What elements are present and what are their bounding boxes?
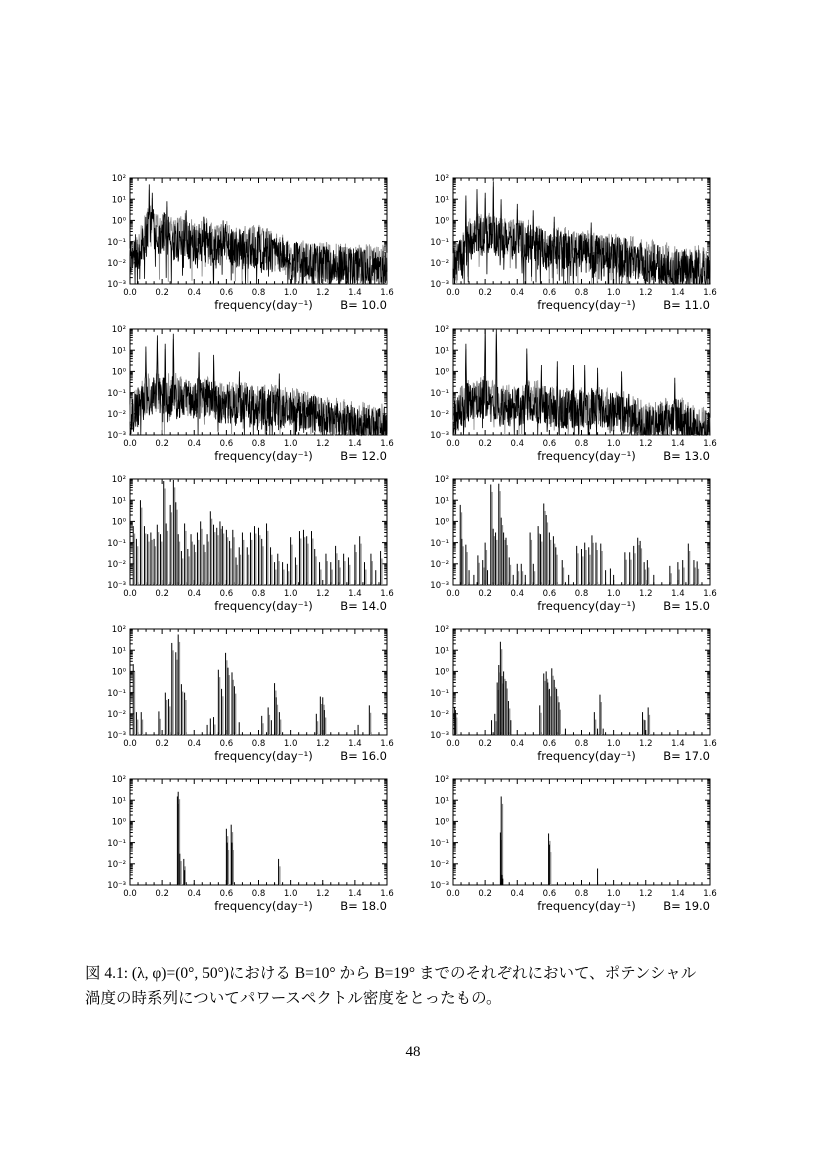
- svg-text:1.2: 1.2: [638, 439, 653, 449]
- svg-text:10⁻¹: 10⁻¹: [430, 838, 449, 849]
- spectrum-panel-b11: [408, 170, 728, 322]
- x-axis-title: frequency(day⁻¹): [214, 298, 313, 312]
- svg-text:0.0: 0.0: [123, 589, 137, 599]
- x-axis-title: frequency(day⁻¹): [537, 599, 636, 613]
- svg-text:1.6: 1.6: [380, 739, 394, 749]
- svg-text:0.8: 0.8: [251, 589, 266, 599]
- trace-group: [500, 796, 597, 885]
- svg-text:10⁻¹: 10⁻¹: [430, 688, 449, 699]
- svg-text:1.4: 1.4: [671, 439, 685, 449]
- svg-text:1.0: 1.0: [606, 889, 621, 899]
- trace-group: [130, 334, 387, 435]
- svg-text:10⁰: 10⁰: [111, 216, 126, 227]
- svg-text:0.4: 0.4: [510, 288, 525, 298]
- spectrum-plot-svg: [85, 471, 405, 623]
- svg-text:10¹: 10¹: [111, 796, 126, 807]
- svg-text:0.8: 0.8: [251, 889, 266, 899]
- axis-group: [130, 779, 387, 885]
- page-number: 48: [405, 1044, 421, 1060]
- trace-group: [460, 484, 698, 585]
- spectrum-panel-b13: [408, 321, 728, 473]
- svg-text:1.4: 1.4: [348, 288, 362, 298]
- svg-text:10⁰: 10⁰: [111, 817, 126, 828]
- svg-text:10²: 10²: [111, 325, 126, 336]
- axis-group: [453, 779, 710, 885]
- svg-text:1.0: 1.0: [606, 439, 621, 449]
- svg-text:0.2: 0.2: [478, 889, 492, 899]
- svg-text:10⁻²: 10⁻²: [430, 860, 449, 870]
- svg-text:0.6: 0.6: [542, 739, 557, 749]
- svg-text:1.2: 1.2: [638, 889, 653, 899]
- svg-text:1.6: 1.6: [380, 589, 394, 599]
- x-axis-title: frequency(day⁻¹): [537, 298, 636, 312]
- svg-text:0.2: 0.2: [478, 439, 492, 449]
- spectrum-panel-b10: [85, 170, 405, 322]
- svg-text:0.0: 0.0: [123, 439, 137, 449]
- svg-text:0.2: 0.2: [155, 288, 169, 298]
- svg-text:10⁻²: 10⁻²: [107, 560, 126, 570]
- panel-b-label: B= 17.0: [663, 749, 710, 763]
- svg-text:0.2: 0.2: [155, 889, 169, 899]
- svg-text:0.6: 0.6: [219, 439, 234, 449]
- svg-text:10⁻²: 10⁻²: [430, 560, 449, 570]
- svg-text:0.6: 0.6: [542, 889, 557, 899]
- svg-text:0.0: 0.0: [123, 889, 137, 899]
- svg-text:10⁻¹: 10⁻¹: [107, 388, 126, 399]
- svg-text:0.4: 0.4: [187, 439, 202, 449]
- x-axis-title: frequency(day⁻¹): [537, 449, 636, 463]
- axis-group: [453, 629, 710, 735]
- svg-text:1.4: 1.4: [671, 589, 685, 599]
- svg-text:1.4: 1.4: [348, 589, 362, 599]
- svg-text:1.6: 1.6: [703, 739, 717, 749]
- svg-text:0.2: 0.2: [155, 439, 169, 449]
- svg-text:10¹: 10¹: [111, 195, 126, 206]
- label-group: [430, 625, 716, 763]
- svg-text:0.6: 0.6: [219, 889, 234, 899]
- svg-text:0.6: 0.6: [219, 739, 234, 749]
- svg-text:10⁰: 10⁰: [434, 367, 449, 378]
- svg-text:10²: 10²: [434, 625, 449, 636]
- svg-text:0.6: 0.6: [542, 589, 557, 599]
- svg-text:10⁻³: 10⁻³: [430, 431, 449, 442]
- svg-text:10⁻¹: 10⁻¹: [107, 688, 126, 699]
- svg-text:1.6: 1.6: [380, 288, 394, 298]
- svg-text:0.6: 0.6: [542, 288, 557, 298]
- svg-text:0.8: 0.8: [574, 589, 589, 599]
- svg-text:0.0: 0.0: [446, 589, 460, 599]
- svg-text:1.0: 1.0: [606, 288, 621, 298]
- svg-text:1.0: 1.0: [283, 739, 298, 749]
- svg-text:10⁻³: 10⁻³: [107, 431, 126, 442]
- svg-text:10¹: 10¹: [111, 346, 126, 357]
- svg-text:0.0: 0.0: [446, 288, 460, 298]
- svg-text:0.6: 0.6: [219, 589, 234, 599]
- svg-text:0.8: 0.8: [574, 739, 589, 749]
- svg-text:0.8: 0.8: [251, 439, 266, 449]
- panel-b-label: B= 19.0: [663, 899, 710, 913]
- svg-text:10²: 10²: [434, 775, 449, 786]
- trace-group: [133, 480, 382, 585]
- svg-text:10¹: 10¹: [434, 346, 449, 357]
- svg-text:10⁻²: 10⁻²: [107, 710, 126, 720]
- svg-text:0.0: 0.0: [446, 739, 460, 749]
- svg-text:10⁻¹: 10⁻¹: [430, 538, 449, 549]
- svg-text:1.4: 1.4: [671, 889, 685, 899]
- svg-text:10⁻³: 10⁻³: [430, 731, 449, 742]
- svg-text:1.4: 1.4: [671, 288, 685, 298]
- svg-text:10²: 10²: [111, 174, 126, 185]
- spectrum-plot-svg: [85, 771, 405, 923]
- svg-text:10⁻²: 10⁻²: [430, 259, 449, 269]
- spectrum-panel-b19: [408, 771, 728, 923]
- svg-text:1.0: 1.0: [283, 439, 298, 449]
- svg-text:10⁻²: 10⁻²: [430, 410, 449, 420]
- svg-text:1.0: 1.0: [606, 739, 621, 749]
- svg-text:1.6: 1.6: [703, 439, 717, 449]
- svg-text:0.8: 0.8: [574, 889, 589, 899]
- spectrum-panel-b18: [85, 771, 405, 923]
- svg-text:10²: 10²: [434, 475, 449, 486]
- svg-text:10²: 10²: [111, 775, 126, 786]
- spectrum-panel-b14: [85, 471, 405, 623]
- svg-text:10⁻¹: 10⁻¹: [107, 237, 126, 248]
- svg-text:1.6: 1.6: [703, 889, 717, 899]
- svg-text:1.2: 1.2: [315, 889, 330, 899]
- svg-text:0.8: 0.8: [251, 739, 266, 749]
- svg-text:10⁻³: 10⁻³: [430, 280, 449, 291]
- svg-text:10⁻¹: 10⁻¹: [430, 388, 449, 399]
- svg-text:1.6: 1.6: [703, 288, 717, 298]
- svg-text:10⁻³: 10⁻³: [107, 280, 126, 291]
- svg-text:0.4: 0.4: [187, 889, 202, 899]
- svg-text:1.0: 1.0: [283, 288, 298, 298]
- svg-text:10⁰: 10⁰: [111, 517, 126, 528]
- svg-text:10⁻²: 10⁻²: [107, 259, 126, 269]
- svg-text:10¹: 10¹: [434, 496, 449, 507]
- panel-b-label: B= 18.0: [340, 899, 387, 913]
- label-group: [107, 625, 393, 763]
- spectrum-plot-svg: [85, 621, 405, 773]
- svg-text:0.2: 0.2: [155, 739, 169, 749]
- svg-text:1.2: 1.2: [638, 288, 653, 298]
- svg-text:1.2: 1.2: [315, 739, 330, 749]
- svg-text:10⁰: 10⁰: [434, 216, 449, 227]
- svg-text:0.2: 0.2: [155, 589, 169, 599]
- svg-text:0.2: 0.2: [478, 739, 492, 749]
- svg-text:1.4: 1.4: [348, 439, 362, 449]
- svg-text:10⁰: 10⁰: [434, 817, 449, 828]
- svg-text:10⁻¹: 10⁻¹: [430, 237, 449, 248]
- svg-text:0.6: 0.6: [219, 288, 234, 298]
- spectrum-plot-svg: [408, 170, 728, 322]
- panel-b-label: B= 14.0: [340, 599, 387, 613]
- panel-b-label: B= 13.0: [663, 449, 710, 463]
- trace-group: [455, 642, 694, 735]
- svg-text:0.0: 0.0: [446, 889, 460, 899]
- figure-caption-line2: 渦度の時系列についてパワースペクトル密度をとったもの。: [85, 990, 502, 1007]
- svg-text:10⁻²: 10⁻²: [107, 860, 126, 870]
- svg-text:1.6: 1.6: [380, 889, 394, 899]
- svg-text:1.2: 1.2: [315, 439, 330, 449]
- figure-caption-line1: 図 4.1: (λ, φ)=(0°, 50°)における B=10° から B=19° までのそれぞれにおいて、ポテンシャル: [85, 965, 697, 982]
- svg-text:1.4: 1.4: [671, 739, 685, 749]
- svg-text:10²: 10²: [434, 174, 449, 185]
- svg-text:10⁰: 10⁰: [111, 667, 126, 678]
- svg-text:0.4: 0.4: [510, 589, 525, 599]
- spectrum-panel-b12: [85, 321, 405, 473]
- svg-text:0.2: 0.2: [478, 589, 492, 599]
- svg-text:1.6: 1.6: [380, 439, 394, 449]
- svg-text:1.0: 1.0: [606, 589, 621, 599]
- svg-text:10¹: 10¹: [111, 496, 126, 507]
- svg-text:10⁻³: 10⁻³: [430, 581, 449, 592]
- svg-text:1.4: 1.4: [348, 889, 362, 899]
- spectrum-plot-svg: [85, 321, 405, 473]
- spectrum-plot-svg: [85, 170, 405, 322]
- trace-group: [177, 792, 322, 885]
- figure-caption: [85, 961, 750, 1011]
- svg-text:0.0: 0.0: [123, 288, 137, 298]
- svg-text:10²: 10²: [111, 475, 126, 486]
- svg-text:10¹: 10¹: [434, 646, 449, 657]
- trace-group: [133, 635, 370, 735]
- svg-text:10¹: 10¹: [111, 646, 126, 657]
- spectrum-plot-svg: [408, 321, 728, 473]
- svg-text:0.6: 0.6: [542, 439, 557, 449]
- svg-text:10⁻³: 10⁻³: [107, 881, 126, 892]
- x-axis-title: frequency(day⁻¹): [214, 899, 313, 913]
- trace-group: [453, 329, 710, 435]
- spectrum-plot-svg: [408, 771, 728, 923]
- svg-text:10⁻²: 10⁻²: [107, 410, 126, 420]
- svg-text:1.2: 1.2: [315, 589, 330, 599]
- label-group: [430, 475, 716, 613]
- panel-b-label: B= 16.0: [340, 749, 387, 763]
- label-group: [430, 775, 716, 913]
- x-axis-title: frequency(day⁻¹): [214, 749, 313, 763]
- spectrum-panel-b15: [408, 471, 728, 623]
- svg-text:1.2: 1.2: [638, 739, 653, 749]
- svg-text:0.8: 0.8: [574, 439, 589, 449]
- spectrum-panel-b17: [408, 621, 728, 773]
- svg-text:10⁻³: 10⁻³: [107, 731, 126, 742]
- svg-text:0.2: 0.2: [478, 288, 492, 298]
- svg-text:10⁻³: 10⁻³: [430, 881, 449, 892]
- svg-text:10⁰: 10⁰: [434, 517, 449, 528]
- svg-text:0.4: 0.4: [510, 739, 525, 749]
- x-axis-title: frequency(day⁻¹): [214, 449, 313, 463]
- svg-text:10¹: 10¹: [434, 796, 449, 807]
- svg-text:10⁰: 10⁰: [111, 367, 126, 378]
- svg-text:0.0: 0.0: [446, 439, 460, 449]
- svg-text:10¹: 10¹: [434, 195, 449, 206]
- svg-text:10⁻¹: 10⁻¹: [107, 538, 126, 549]
- svg-text:10²: 10²: [434, 325, 449, 336]
- label-group: [107, 775, 393, 913]
- svg-text:10⁰: 10⁰: [434, 667, 449, 678]
- svg-text:1.2: 1.2: [638, 589, 653, 599]
- svg-text:1.0: 1.0: [283, 889, 298, 899]
- trace-group: [130, 184, 387, 284]
- x-axis-title: frequency(day⁻¹): [537, 749, 636, 763]
- svg-text:1.4: 1.4: [348, 739, 362, 749]
- trace-group: [453, 181, 710, 284]
- svg-text:10⁻²: 10⁻²: [430, 710, 449, 720]
- spectrum-panel-b16: [85, 621, 405, 773]
- svg-text:0.4: 0.4: [187, 589, 202, 599]
- svg-text:1.6: 1.6: [703, 589, 717, 599]
- panel-b-label: B= 12.0: [340, 449, 387, 463]
- x-axis-title: frequency(day⁻¹): [537, 899, 636, 913]
- panel-b-label: B= 11.0: [663, 298, 710, 312]
- svg-text:0.4: 0.4: [510, 439, 525, 449]
- panel-b-label: B= 10.0: [340, 298, 387, 312]
- svg-text:10²: 10²: [111, 625, 126, 636]
- svg-text:10⁻¹: 10⁻¹: [107, 838, 126, 849]
- svg-text:0.4: 0.4: [187, 288, 202, 298]
- svg-text:0.4: 0.4: [187, 739, 202, 749]
- svg-text:0.4: 0.4: [510, 889, 525, 899]
- svg-text:10⁻³: 10⁻³: [107, 581, 126, 592]
- svg-text:0.0: 0.0: [123, 739, 137, 749]
- svg-text:0.8: 0.8: [574, 288, 589, 298]
- svg-text:0.8: 0.8: [251, 288, 266, 298]
- svg-text:1.2: 1.2: [315, 288, 330, 298]
- x-axis-title: frequency(day⁻¹): [214, 599, 313, 613]
- panel-b-label: B= 15.0: [663, 599, 710, 613]
- svg-text:1.0: 1.0: [283, 589, 298, 599]
- spectrum-plot-svg: [408, 621, 728, 773]
- spectrum-plot-svg: [408, 471, 728, 623]
